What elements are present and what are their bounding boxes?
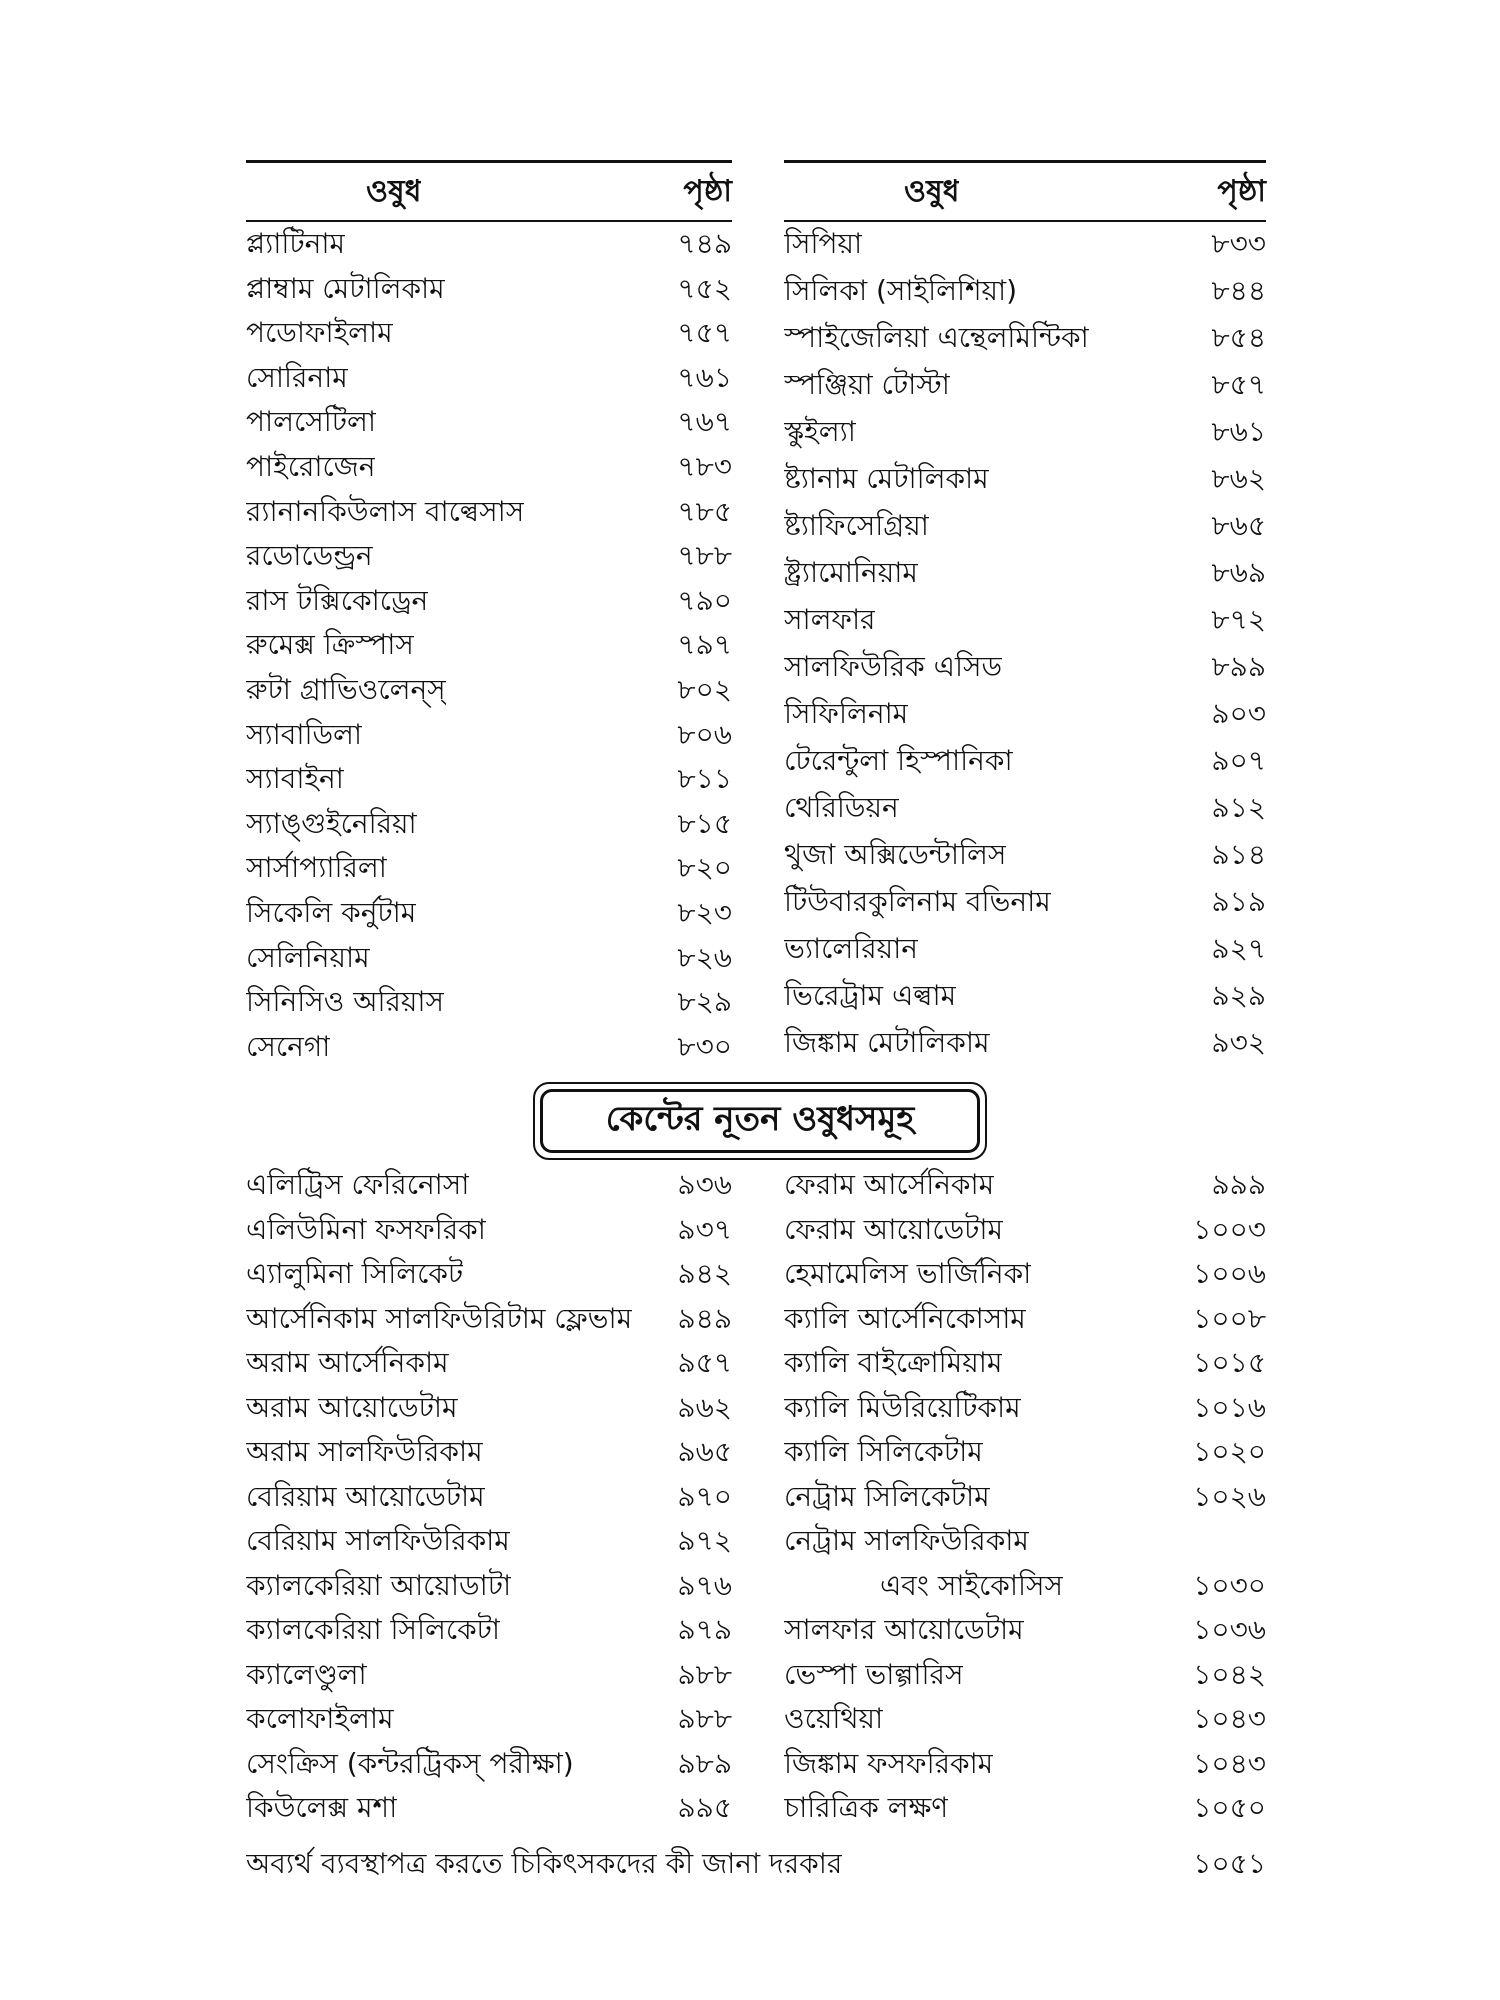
list-item — [246, 1210, 732, 1250]
entry-page: ৯১৪ — [1211, 838, 1266, 871]
list-item — [246, 402, 732, 442]
entry-name: ক্যালেণ্ডুলা — [246, 1657, 367, 1691]
entry-name: বেরিয়াম সালফিউরিকাম — [246, 1524, 510, 1557]
list-item — [246, 804, 732, 844]
entry-page: ৯১২ — [1211, 791, 1266, 824]
entry-name: স্যাবাডিলা — [246, 717, 363, 751]
entry-page: ৯৪২ — [677, 1257, 732, 1290]
entry-name: চারিত্রিক লক্ষণ — [784, 1791, 949, 1824]
list-item — [784, 694, 1266, 734]
header-medicine-label: ওষুধ — [366, 174, 422, 209]
entry-page: ৮৩০ — [677, 1029, 732, 1063]
entry-page: ১০৩৬ — [1193, 1613, 1266, 1646]
entry-name: নেট্রাম সিলিকেটাম — [784, 1479, 990, 1513]
entry-page: ৮০২ — [677, 673, 732, 706]
entry-name: ষ্ট্যানাম মেটালিকাম — [784, 462, 989, 495]
entry-page: ৮২৩ — [677, 896, 732, 929]
list-item — [784, 741, 1266, 781]
entry-name: ফেরাম আয়োডেটাম — [784, 1212, 1004, 1246]
column-header-left — [246, 172, 732, 212]
entry-page: ৮২০ — [677, 851, 732, 885]
entry-page: ৯৮৮ — [677, 1702, 732, 1735]
entry-page: ১০১৫ — [1193, 1346, 1266, 1379]
entry-page: ৭৮৩ — [677, 450, 732, 483]
entry-name: অরাম সালফিউরিকাম — [246, 1435, 483, 1468]
list-item — [784, 1210, 1266, 1250]
header-rule-right — [784, 220, 1266, 222]
entry-name: রাস টক্সিকোড্রেন — [246, 583, 429, 617]
list-item — [246, 1299, 732, 1339]
top-rule-right — [784, 160, 1266, 163]
list-item — [784, 553, 1266, 593]
list-item — [784, 1299, 1266, 1339]
entry-page: ৮৬২ — [1211, 462, 1266, 495]
entry-page: ৯৩২ — [1211, 1026, 1266, 1059]
entry-name: এলিট্রিস ফেরিনোসা — [246, 1168, 470, 1201]
list-item — [784, 1343, 1266, 1383]
list-item — [246, 358, 732, 398]
entry-page: ৭৫৭ — [677, 316, 732, 350]
list-item — [784, 1254, 1266, 1294]
entry-page: ৯৩৭ — [677, 1212, 732, 1246]
entry-name: সিপিয়া — [784, 227, 863, 260]
entry-page: ৭৬১ — [677, 360, 732, 394]
entry-page: ৯৮৯ — [677, 1746, 732, 1780]
list-item — [246, 1788, 732, 1828]
entry-name: সিনিসিও অরিয়াস — [246, 985, 445, 1019]
entry-name: স্পাইজেলিয়া এন্থেলমিন্টিকা — [784, 321, 1089, 354]
list-item — [246, 269, 732, 309]
list-item — [246, 670, 732, 710]
entry-name: বেরিয়াম আয়োডেটাম — [246, 1479, 485, 1513]
entry-name: স্যাঙ্গুইনেরিয়া — [246, 806, 417, 840]
entry-page: ৯১৯ — [1211, 885, 1266, 918]
entry-name: সেনেগা — [246, 1029, 331, 1063]
entry-page: ১০১৬ — [1193, 1390, 1266, 1424]
entry-page: ৭৬৭ — [677, 405, 732, 439]
entry-page: ৮২৬ — [677, 940, 732, 974]
list-item — [246, 1027, 732, 1067]
entry-page: ৯৬৫ — [677, 1435, 732, 1468]
entry-name: ওয়েথিয়া — [784, 1702, 884, 1735]
list-item — [246, 1254, 732, 1294]
top-rule-left — [246, 160, 732, 163]
entry-name: আর্সেনিকাম সালফিউরিটাম ফ্লেভাম — [246, 1301, 633, 1335]
entry-page: ১০৪৩ — [1193, 1746, 1266, 1780]
list-item — [246, 938, 732, 978]
entry-name: জিঙ্কাম ফসফরিকাম — [784, 1746, 994, 1780]
list-item — [784, 412, 1266, 452]
entry-page: ৯০৩ — [1211, 697, 1266, 730]
header-medicine-label: ওষুধ — [904, 174, 960, 209]
entry-page: ৭৮৫ — [677, 494, 732, 528]
list-item — [784, 506, 1266, 546]
entry-page: ৮৬৯ — [1211, 556, 1266, 589]
list-item — [784, 1477, 1266, 1517]
list-item — [246, 893, 732, 933]
entry-page: ১০০৩ — [1193, 1212, 1266, 1246]
entry-name: হেমামেলিস ভার্জিনিকা — [784, 1257, 1032, 1290]
entry-name: প্ল্যাটিনাম — [246, 227, 346, 260]
entry-name: অরাম আর্সেনিকাম — [246, 1346, 449, 1379]
entry-page: ৯৭৬ — [677, 1568, 732, 1602]
list-item — [246, 1165, 732, 1205]
list-item — [784, 647, 1266, 687]
list-item — [246, 1610, 732, 1650]
list-item — [784, 459, 1266, 499]
entry-name: প্লাম্বাম মেটালিকাম — [246, 271, 445, 305]
entry-name: এ্যালুমিনা সিলিকেট — [246, 1257, 464, 1290]
list-item — [784, 1655, 1266, 1695]
list-item — [784, 365, 1266, 405]
list-item — [246, 1566, 732, 1606]
entry-page: ৯৭২ — [677, 1524, 732, 1557]
entry-page: ৯৫৭ — [677, 1346, 732, 1379]
list-item — [246, 224, 732, 264]
entry-name: রুটা গ্রাভিওলেন্স্ — [246, 673, 446, 706]
entry-page: ৯২৭ — [1211, 932, 1266, 965]
list-item — [246, 759, 732, 799]
list-item — [784, 929, 1266, 969]
list-item — [246, 1343, 732, 1383]
entry-page: ৮৬১ — [1211, 415, 1266, 448]
list-item — [246, 1432, 732, 1472]
header-page-label: পৃষ্ঠা — [683, 174, 732, 209]
entry-name: থুজা অক্সিডেন্টালিস — [784, 838, 1007, 871]
entry-name: ক্যালকেরিয়া আয়োডাটা — [246, 1568, 512, 1602]
entry-name: রুমেক্স ক্রিস্পাস — [246, 628, 414, 662]
entry-page: ৮০৬ — [677, 717, 732, 751]
list-item — [784, 835, 1266, 875]
list-item — [784, 1388, 1266, 1428]
entry-name: নেট্রাম সালফিউরিকাম — [784, 1524, 1029, 1557]
entry-page: ১০৫১ — [1193, 1847, 1266, 1880]
list-item — [784, 1610, 1266, 1650]
list-item — [784, 318, 1266, 358]
entry-name: ভ্যালেরিয়ান — [784, 932, 918, 965]
header-rule-left — [246, 220, 732, 222]
entry-page: ৯৬২ — [677, 1390, 732, 1424]
entry-page: ১০৪৩ — [1193, 1702, 1266, 1735]
list-item — [246, 1388, 732, 1428]
entry-page: ৮৩৩ — [1211, 227, 1266, 260]
entry-page: ১০৪২ — [1193, 1657, 1266, 1691]
list-item — [784, 600, 1266, 640]
list-item — [784, 882, 1266, 922]
entry-name: সালফিউরিক এসিড — [784, 650, 1003, 683]
entry-page: ৯২৯ — [1211, 979, 1266, 1012]
list-item — [784, 1432, 1266, 1472]
list-item — [246, 447, 732, 487]
entry-page: ৮৬৫ — [1211, 509, 1266, 542]
entry-name: সার্সাপ্যারিলা — [246, 851, 387, 885]
entry-name: সালফার আয়োডেটাম — [784, 1613, 1024, 1646]
entry-name: ক্যালি আর্সেনিকোসাম — [784, 1301, 1026, 1335]
header-page-label: পৃষ্ঠা — [1217, 174, 1266, 209]
list-item — [246, 848, 732, 888]
entry-page: ৮৫৪ — [1211, 321, 1266, 354]
entry-name: স্পঞ্জিয়া টোস্টা — [784, 368, 950, 401]
entry-page: ৯৪৯ — [677, 1301, 732, 1335]
list-item — [784, 1744, 1266, 1784]
entry-name: কলোফাইলাম — [246, 1702, 394, 1735]
entry-page: ৯৩৬ — [677, 1168, 732, 1201]
entry-name: ফেরাম আর্সেনিকাম — [784, 1168, 995, 1201]
list-item — [246, 1477, 732, 1517]
entry-name: সালফার — [784, 603, 876, 636]
entry-name: সিকেলি কর্নুটাম — [246, 896, 417, 929]
entry-name: ক্যালি বাইক্রোমিয়াম — [784, 1346, 1003, 1379]
list-item — [784, 1699, 1266, 1739]
entry-page: ৭৮৮ — [677, 539, 732, 573]
entry-page: ৯৮৮ — [677, 1657, 732, 1691]
entry-page: ৯৯৫ — [677, 1791, 732, 1824]
entry-name: থেরিডিয়ন — [784, 791, 899, 824]
entry-name: রডোডেন্ড্রন — [246, 539, 373, 573]
entry-name: এলিউমিনা ফসফরিকা — [246, 1212, 486, 1246]
entry-name: সিফিলিনাম — [784, 697, 909, 730]
entry-page: ৮৪৪ — [1211, 274, 1266, 307]
section-banner: কেন্টের নূতন ওষুধসমূহ — [540, 1089, 980, 1153]
entry-name: টেরেন্টুলা হিস্পানিকা — [784, 744, 1013, 777]
list-item — [784, 788, 1266, 828]
list-item — [246, 1744, 732, 1784]
entry-name: অরাম আয়োডেটাম — [246, 1390, 458, 1424]
list-item — [246, 1655, 732, 1695]
entry-name: সিলিকা (সাইলিশিয়া) — [784, 274, 1018, 307]
entry-page: ৭৯০ — [677, 583, 732, 617]
entry-name: র‍্যানানকিউলাস বাল্বেসাস — [246, 494, 525, 528]
list-item — [784, 1566, 1266, 1606]
entry-page: ৭৯৭ — [677, 628, 732, 662]
list-item — [784, 1521, 1266, 1561]
entry-page: ১০০৮ — [1193, 1301, 1266, 1335]
list-item — [784, 1165, 1266, 1205]
entry-page: ৯৭৯ — [677, 1613, 732, 1646]
list-item — [246, 715, 732, 755]
list-item — [784, 271, 1266, 311]
entry-page: ৮১১ — [677, 762, 732, 796]
entry-name: পালসেটিলা — [246, 405, 376, 439]
entry-page: ৭৪৯ — [677, 227, 732, 260]
entry-name: সেংক্রিস (কন্টরট্রিকস্ পরীক্ষা) — [246, 1746, 574, 1780]
entry-page: ১০৫০ — [1193, 1791, 1266, 1824]
entry-name: ভিরেট্রাম এল্বাম — [784, 979, 957, 1012]
entry-name: ষ্ট্র্যামোনিয়াম — [784, 556, 918, 589]
entry-name: পডোফাইলাম — [246, 316, 393, 350]
entry-page: ১০২৬ — [1193, 1479, 1266, 1513]
footer-entry — [246, 1844, 1266, 1884]
entry-name: ক্যালি সিলিকেটাম — [784, 1435, 983, 1468]
entry-page: ১০২০ — [1193, 1435, 1266, 1468]
entry-page: ৮৫৭ — [1211, 368, 1266, 401]
entry-name: জিঙ্কাম মেটালিকাম — [784, 1026, 990, 1059]
entry-page: ৯৯৯ — [1211, 1168, 1266, 1201]
entry-name: সেলিনিয়াম — [246, 940, 370, 974]
entry-name: অব্যর্থ ব্যবস্থাপত্র করতে চিকিৎসকদের কী জানা দরকার — [246, 1847, 843, 1880]
list-item — [784, 976, 1266, 1016]
list-item — [246, 1699, 732, 1739]
entry-name: টিউবারকুলিনাম বভিনাম — [784, 885, 1051, 918]
entry-page: ৯৭০ — [677, 1479, 732, 1513]
list-item — [246, 581, 732, 621]
entry-name: ষ্ট্যাফিসেগ্রিয়া — [784, 509, 929, 542]
entry-name: সোরিনাম — [246, 360, 348, 394]
list-item — [246, 536, 732, 576]
list-item — [246, 1521, 732, 1561]
entry-page: ১০০৬ — [1193, 1257, 1266, 1290]
entry-name: এবং সাইকোসিস — [880, 1568, 1063, 1602]
list-item — [246, 492, 732, 532]
entry-page: ৮২৯ — [677, 985, 732, 1019]
column-header-right — [784, 172, 1266, 212]
entry-page: ৮৭২ — [1211, 603, 1266, 636]
entry-name: ক্যালি মিউরিয়েটিকাম — [784, 1390, 1021, 1424]
entry-name: স্যাবাইনা — [246, 762, 344, 796]
entry-name: ক্যালকেরিয়া সিলিকেটা — [246, 1613, 501, 1646]
entry-page: ৭৫২ — [677, 271, 732, 305]
entry-name: পাইরোজেন — [246, 450, 376, 483]
list-item — [246, 625, 732, 665]
list-item — [246, 982, 732, 1022]
entry-page: ১০৩০ — [1193, 1568, 1266, 1602]
entry-page: ৮৯৯ — [1211, 650, 1266, 683]
entry-name: ভেস্পা ভাল্গারিস — [784, 1657, 964, 1691]
list-item — [246, 313, 732, 353]
list-item — [784, 1023, 1266, 1063]
entry-page: ৯০৭ — [1211, 744, 1266, 777]
entry-page: ৮১৫ — [677, 806, 732, 840]
entry-name: কিউলেক্স মশা — [246, 1791, 398, 1824]
entry-name: স্কুইল্যা — [784, 415, 856, 448]
list-item — [784, 224, 1266, 264]
list-item — [784, 1788, 1266, 1828]
